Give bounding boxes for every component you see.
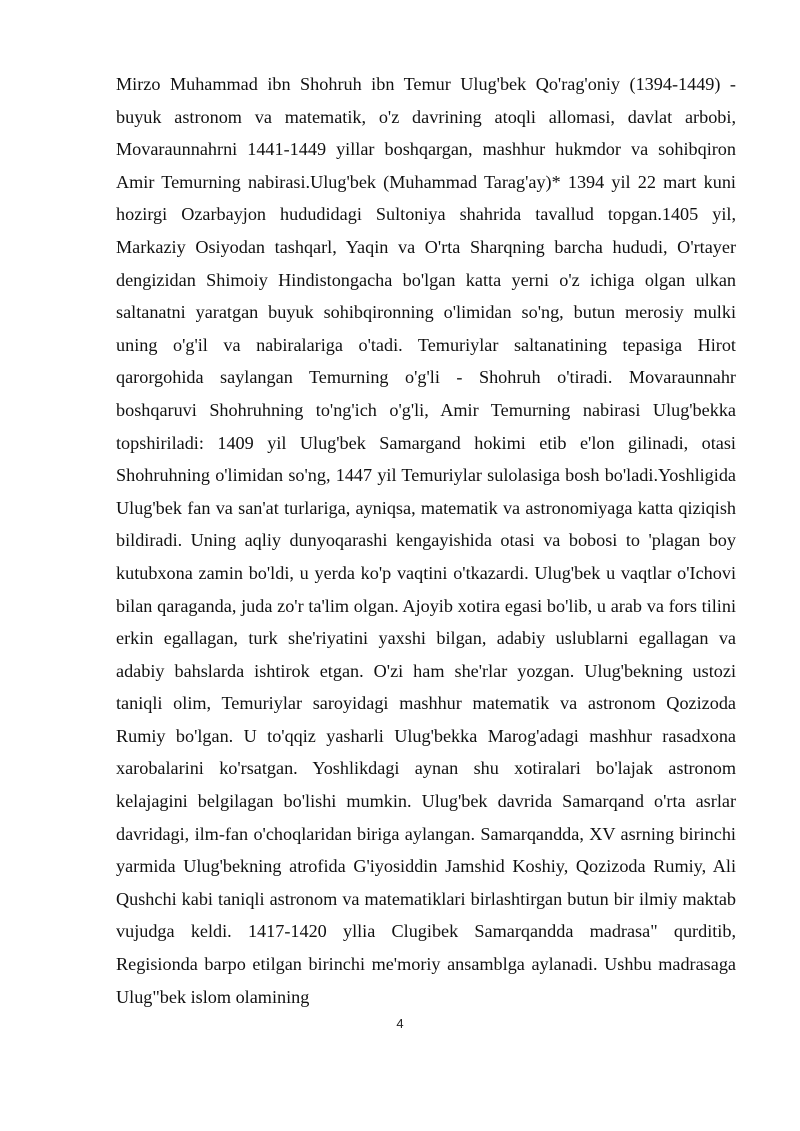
page-number: 4 — [396, 1016, 404, 1031]
body-paragraph: Mirzo Muhammad ibn Shohruh ibn Temur Ulug'bek Qo'rag'oniy (1394-1449) - buyuk astronom va matematik, o'z davrining atoqli allomasi, davlat arbobi, Movaraunnahrni 1441-1449 yillar boshqargan, mashhur hukmdor va sohibqiron Amir Temurning nabirasi.Ulug'bek (Muhammad Tarag'ay)* 1394 yil 22 mart kuni hozirgi Ozarbayjon hududidagi Sultoniya shahrida tavallud topgan.1405 yil, Markaziy Osiyodan tashqarl, Yaqin va O'rta Sharqning barcha hududi, O'rtayer dengizidan Shimoiy Hindistongacha bo'lgan katta yerni o'z ichiga olgan ulkan saltanatni yaratgan buyuk sohibqironning o'limidan so'ng, butun merosiy mulki uning o'g'il va nabiralariga o'tadi. Temuriylar saltanatining tepasiga Hirot qarorgohida saylangan Temurning o'g'li - Shohruh o'tiradi. Movaraunnahr boshqaruvi Shohruhning to'ng'ich o'g'li, Amir Temurning nabirasi Ulug'bekka topshiriladi: 1409 yil Ulug'bek Samargand hokimi etib e'lon gilinadi, otasi Shohruhning o'limidan so'ng, 1447 yil Temuriylar sulolasiga bosh bo'ladi.Yoshligida Ulug'bek fan va san'at turlariga, ayniqsa, matematik va astronomiyaga katta qiziqish bildiradi. Uning aqliy dunyoqarashi kengayishida otasi va bobosi to 'plagan boy kutubxona zamin bo'ldi, u yerda ko'p vaqtini o'tkazardi. Ulug'bek u vaqtlar o'Ichovi bilan qaraganda, juda zo'r ta'lim olgan. Ajoyib xotira egasi bo'lib, u arab va fors tilini erkin egallagan, turk she'riyatini yaxshi bilgan, adabiy uslublarni egallagan va adabiy bahslarda ishtirok etgan. O'zi ham she'rlar yozgan. Ulug'bekning ustozi taniqli olim, Temuriylar saroyidagi mashhur matematik va astronom Qozizoda Rumiy bo'lgan. U to'qqiz yasharli Ulug'bekka Marog'adagi mashhur rasadxona xarobalarini ko'rsatgan. Yoshlikdagi aynan shu xotiralari bo'lajak astronom kelajagini belgilagan bo'lishi mumkin. Ulug'bek davrida Samarqand o'rta asrlar davridagi, ilm-fan o'choqlaridan biriga aylangan. Samarqandda, XV asrning birinchi yarmida Ulug'bekning atrofida G'iyosiddin Jamshid Koshiy, Qozizoda Rumiy, Ali Qushchi kabi taniqli astronom va matematiklari birlashtirgan butun bir ilmiy maktab vujudga keldi. 1417-1420 yllia Clugibek Samarqandda madrasa" qurditib, Regisionda barpo etilgan birinchi me'moriy ansamblga aylanadi. Ushbu madrasaga Ulug"bek islom olamining — [116, 74, 736, 1007]
